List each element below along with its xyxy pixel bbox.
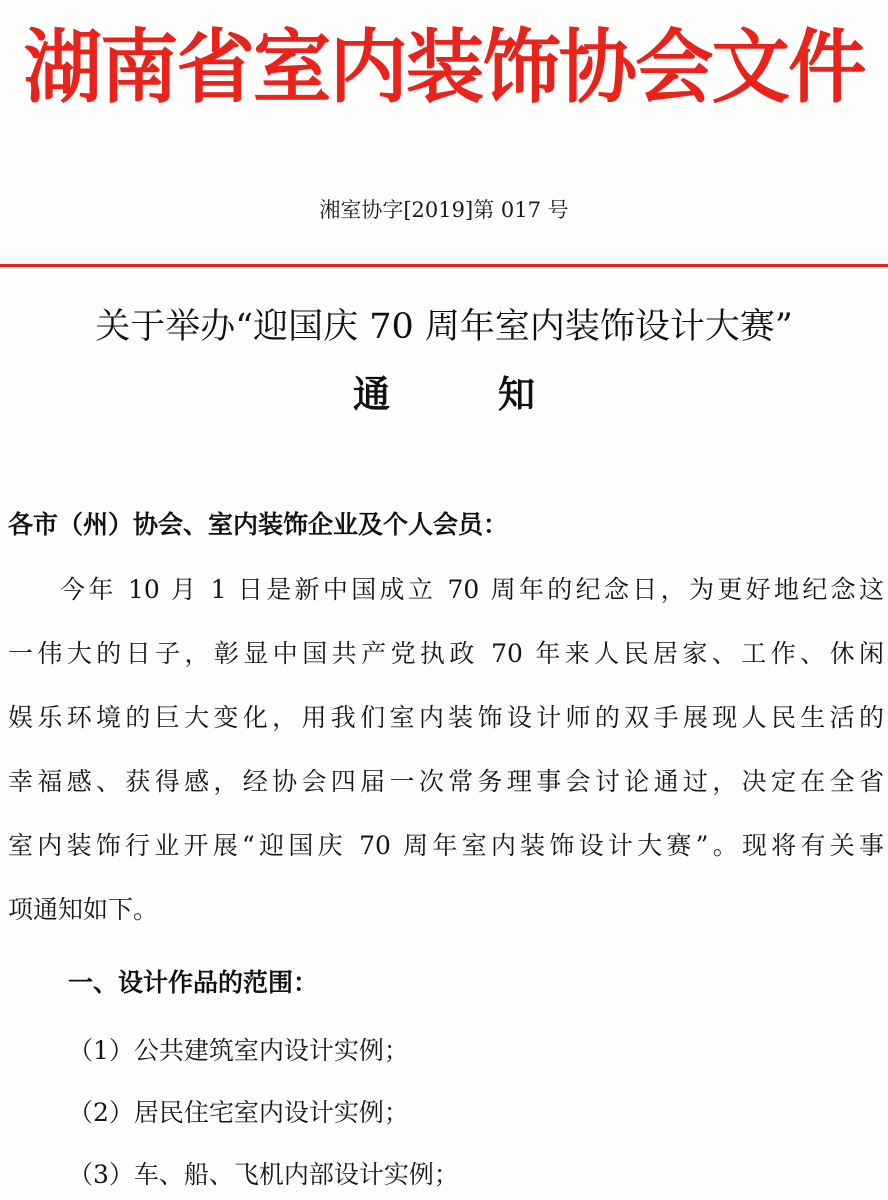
red-divider-line — [0, 264, 888, 267]
masthead-title: 湖南省室内装饰协会文件 — [23, 21, 865, 114]
body-line: 幸福感、获得感，经协会四届一次常务理事会讨论通过，决定在全省 — [8, 767, 884, 796]
list-item: （3）车、船、飞机内部设计实例； — [68, 1160, 459, 1189]
list-item: （1）公共建筑室内设计实例； — [68, 1036, 409, 1065]
list-item: （2）居民住宅室内设计实例； — [68, 1098, 409, 1127]
document-number: 湘室协字[2019]第 017 号 — [319, 198, 569, 222]
body-line: 今年 10 月 1 日是新中国成立 70 周年的纪念日，为更好地纪念这 — [60, 575, 884, 604]
body-line: 项通知如下。 — [8, 895, 159, 924]
body-line: 娱乐环境的巨大变化，用我们室内装饰设计师的双手展现人民生活的 — [8, 703, 884, 732]
salutation: 各市（州）协会、室内装饰企业及个人会员： — [8, 510, 509, 539]
section-heading: 一、设计作品的范围： — [68, 968, 319, 997]
notice-subtitle — [0, 364, 888, 424]
body-line: 一伟大的日子，彰显中国共产党执政 70 年来人民居家、工作、休闲 — [8, 639, 884, 668]
notice-title: 关于举办“迎国庆 70 周年室内装饰设计大赛” — [95, 307, 793, 347]
body-line: 室内装饰行业开展“迎国庆 70 周年室内装饰设计大赛”。现将有关事 — [8, 831, 884, 860]
subtitle-char: 通 — [353, 372, 390, 416]
body-paragraph — [8, 558, 884, 942]
subtitle-char: 知 — [498, 372, 535, 416]
